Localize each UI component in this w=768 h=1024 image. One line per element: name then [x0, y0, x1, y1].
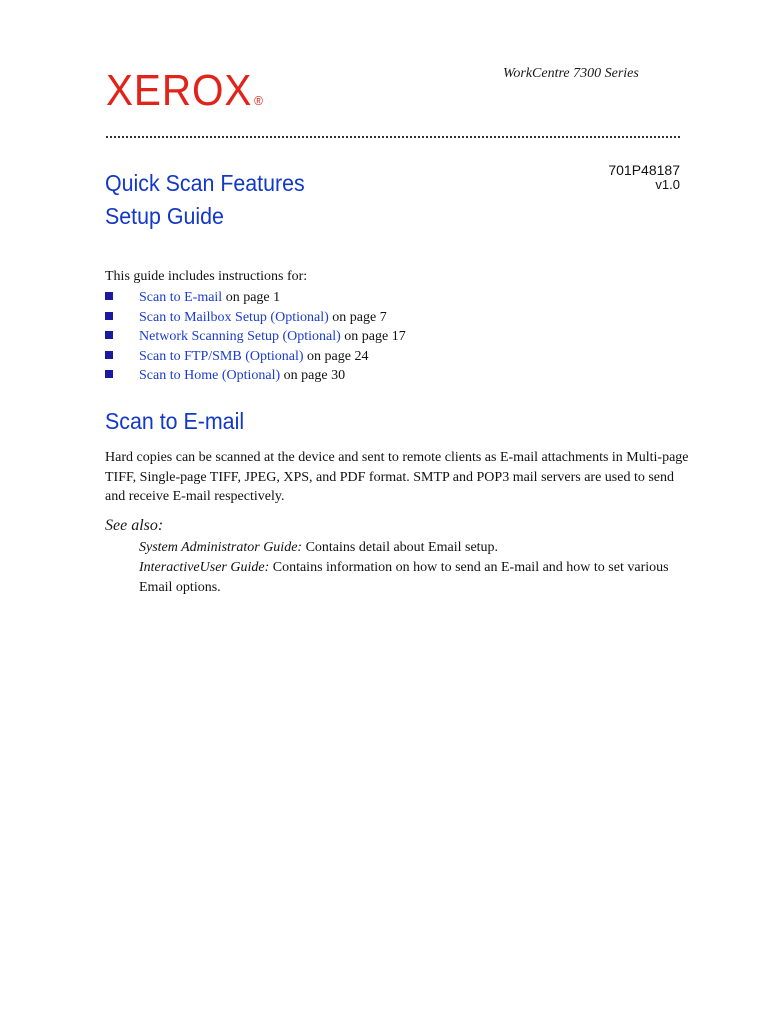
toc-link-network-scanning[interactable]: Network Scanning Setup (Optional) — [139, 329, 341, 345]
toc-page-ref: on page 1 — [222, 290, 281, 305]
toc-item — [105, 308, 406, 328]
toc-page-ref: on page 17 — [340, 329, 406, 345]
product-series: WorkCentre 7300 Series — [503, 66, 639, 81]
title-line-1: Quick Scan Features — [105, 170, 305, 196]
toc-page-ref: on page 30 — [280, 368, 346, 384]
toc-link-scan-to-email[interactable]: Scan to E-mail — [139, 290, 223, 305]
toc-item — [105, 327, 406, 347]
toc-link-scan-to-mailbox[interactable]: Scan to Mailbox Setup (Optional) — [139, 309, 329, 325]
ref-description: Contains information on how to send an E-mail and how to set various Email options. — [139, 560, 669, 595]
square-bullet-icon — [105, 331, 113, 339]
logo-text: XEROX — [106, 66, 253, 115]
title-line-2: Setup Guide — [105, 203, 224, 229]
page-title — [105, 167, 305, 233]
section-body: Hard copies can be scanned at the device and sent to remote clients as E-mail attachments in Multi-page TIFF, Single-page TIFF, JPEG, XPS, and PDF format. SMTP and POP3 mail servers are used to send and receive E-mail respectively. — [105, 450, 689, 504]
intro-text: This guide includes instructions for: — [105, 269, 308, 284]
ref-description: Contains detail about Email setup. — [302, 540, 499, 555]
toc-item — [105, 347, 406, 367]
see-also-label: See also: — [105, 517, 164, 534]
square-bullet-icon — [105, 312, 113, 320]
square-bullet-icon — [105, 370, 113, 378]
toc-link-scan-to-ftp-smb[interactable]: Scan to FTP/SMB (Optional) — [139, 348, 304, 364]
xerox-logo — [106, 66, 263, 126]
registered-mark: ® — [254, 93, 263, 108]
toc-list — [105, 288, 406, 386]
ref-item — [139, 538, 689, 558]
section-heading: Scan to E-mail — [105, 408, 245, 434]
see-also-refs — [139, 538, 689, 598]
dotted-divider — [106, 136, 680, 138]
toc-item — [105, 288, 406, 308]
toc-page-ref: on page 7 — [328, 309, 387, 325]
document-version: v1.0 — [655, 177, 680, 192]
document-number-block — [608, 162, 680, 191]
square-bullet-icon — [105, 351, 113, 359]
document-number: 701P48187 — [608, 162, 680, 178]
toc-link-scan-to-home[interactable]: Scan to Home (Optional) — [139, 368, 281, 384]
ref-guide-title: InteractiveUser Guide: — [139, 560, 270, 575]
toc-item — [105, 366, 406, 386]
ref-guide-title: System Administrator Guide: — [139, 540, 303, 555]
square-bullet-icon — [105, 292, 113, 300]
toc-page-ref: on page 24 — [303, 348, 369, 364]
ref-item — [139, 558, 689, 598]
